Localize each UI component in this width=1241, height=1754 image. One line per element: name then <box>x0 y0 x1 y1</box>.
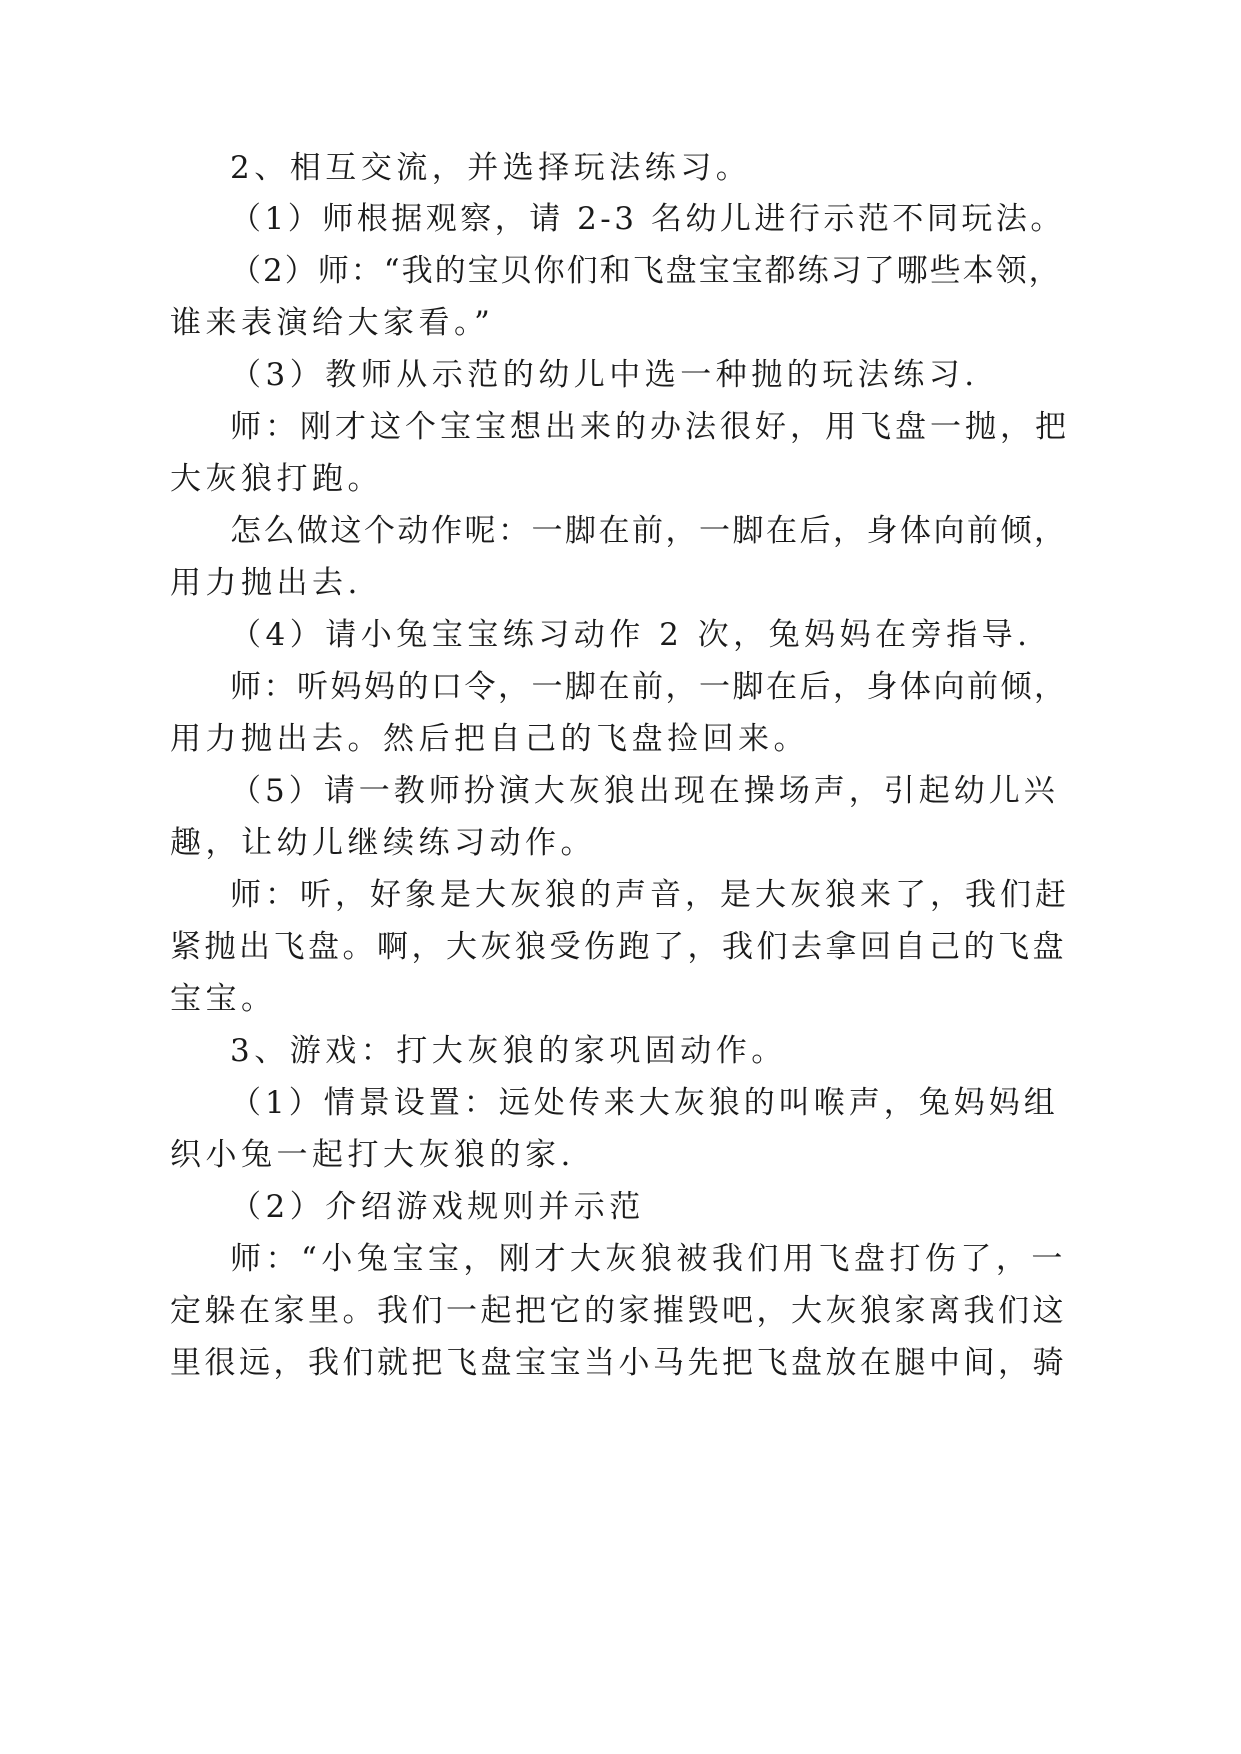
text-line: 3、游戏：打大灰狼的家巩固动作。 <box>230 1033 787 1069</box>
text-line: 紧抛出飞盘。啊，大灰狼受伤跑了，我们去拿回自己的飞盘 <box>170 929 1067 965</box>
text-line: 用力抛出去. <box>170 565 362 601</box>
text-line: 师：听，好象是大灰狼的声音，是大灰狼来了，我们赶 <box>230 877 1070 913</box>
text-line: 趣，让幼儿继续练习动作。 <box>170 825 596 861</box>
text-line: （5）请一教师扮演大灰狼出现在操场声，引起幼儿兴 <box>230 773 1059 809</box>
text-line: 定躲在家里。我们一起把它的家摧毁吧，大灰狼家离我们这 <box>170 1293 1067 1329</box>
text-line: 2、相互交流，并选择玩法练习。 <box>230 150 752 186</box>
text-line: （2）师：“我的宝贝你们和飞盘宝宝都练习了哪些本领， <box>230 253 1062 289</box>
text-line: 怎么做这个动作呢：一脚在前，一脚在后，身体向前倾， <box>230 513 1068 549</box>
text-line: 里很远，我们就把飞盘宝宝当小马先把飞盘放在腿中间，骑 <box>170 1345 1067 1381</box>
text-line: 大灰狼打跑。 <box>170 461 383 497</box>
text-line: 师：“小兔宝宝，刚才大灰狼被我们用飞盘打伤了，一 <box>230 1241 1067 1277</box>
text-line: （1）师根据观察，请 2-3 名幼儿进行示范不同玩法。 <box>230 201 1065 237</box>
text-line: （2）介绍游戏规则并示范 <box>230 1189 645 1225</box>
text-line: 师：刚才这个宝宝想出来的办法很好，用飞盘一抛，把 <box>230 409 1070 445</box>
text-line: （3）教师从示范的幼儿中选一种抛的玩法练习. <box>230 357 979 393</box>
text-line: （1）情景设置：远处传来大灰狼的叫喉声，兔妈妈组 <box>230 1085 1059 1121</box>
text-line: 织小兔一起打大灰狼的家. <box>170 1137 575 1173</box>
text-line: 师：听妈妈的口令，一脚在前，一脚在后，身体向前倾， <box>230 669 1068 705</box>
text-line: 宝宝。 <box>170 981 277 1017</box>
text-line: （4）请小兔宝宝练习动作 2 次，兔妈妈在旁指导. <box>230 617 1032 653</box>
text-line: 用力抛出去。然后把自己的飞盘捡回来。 <box>170 721 809 757</box>
text-line: 谁来表演给大家看。” <box>170 305 495 341</box>
